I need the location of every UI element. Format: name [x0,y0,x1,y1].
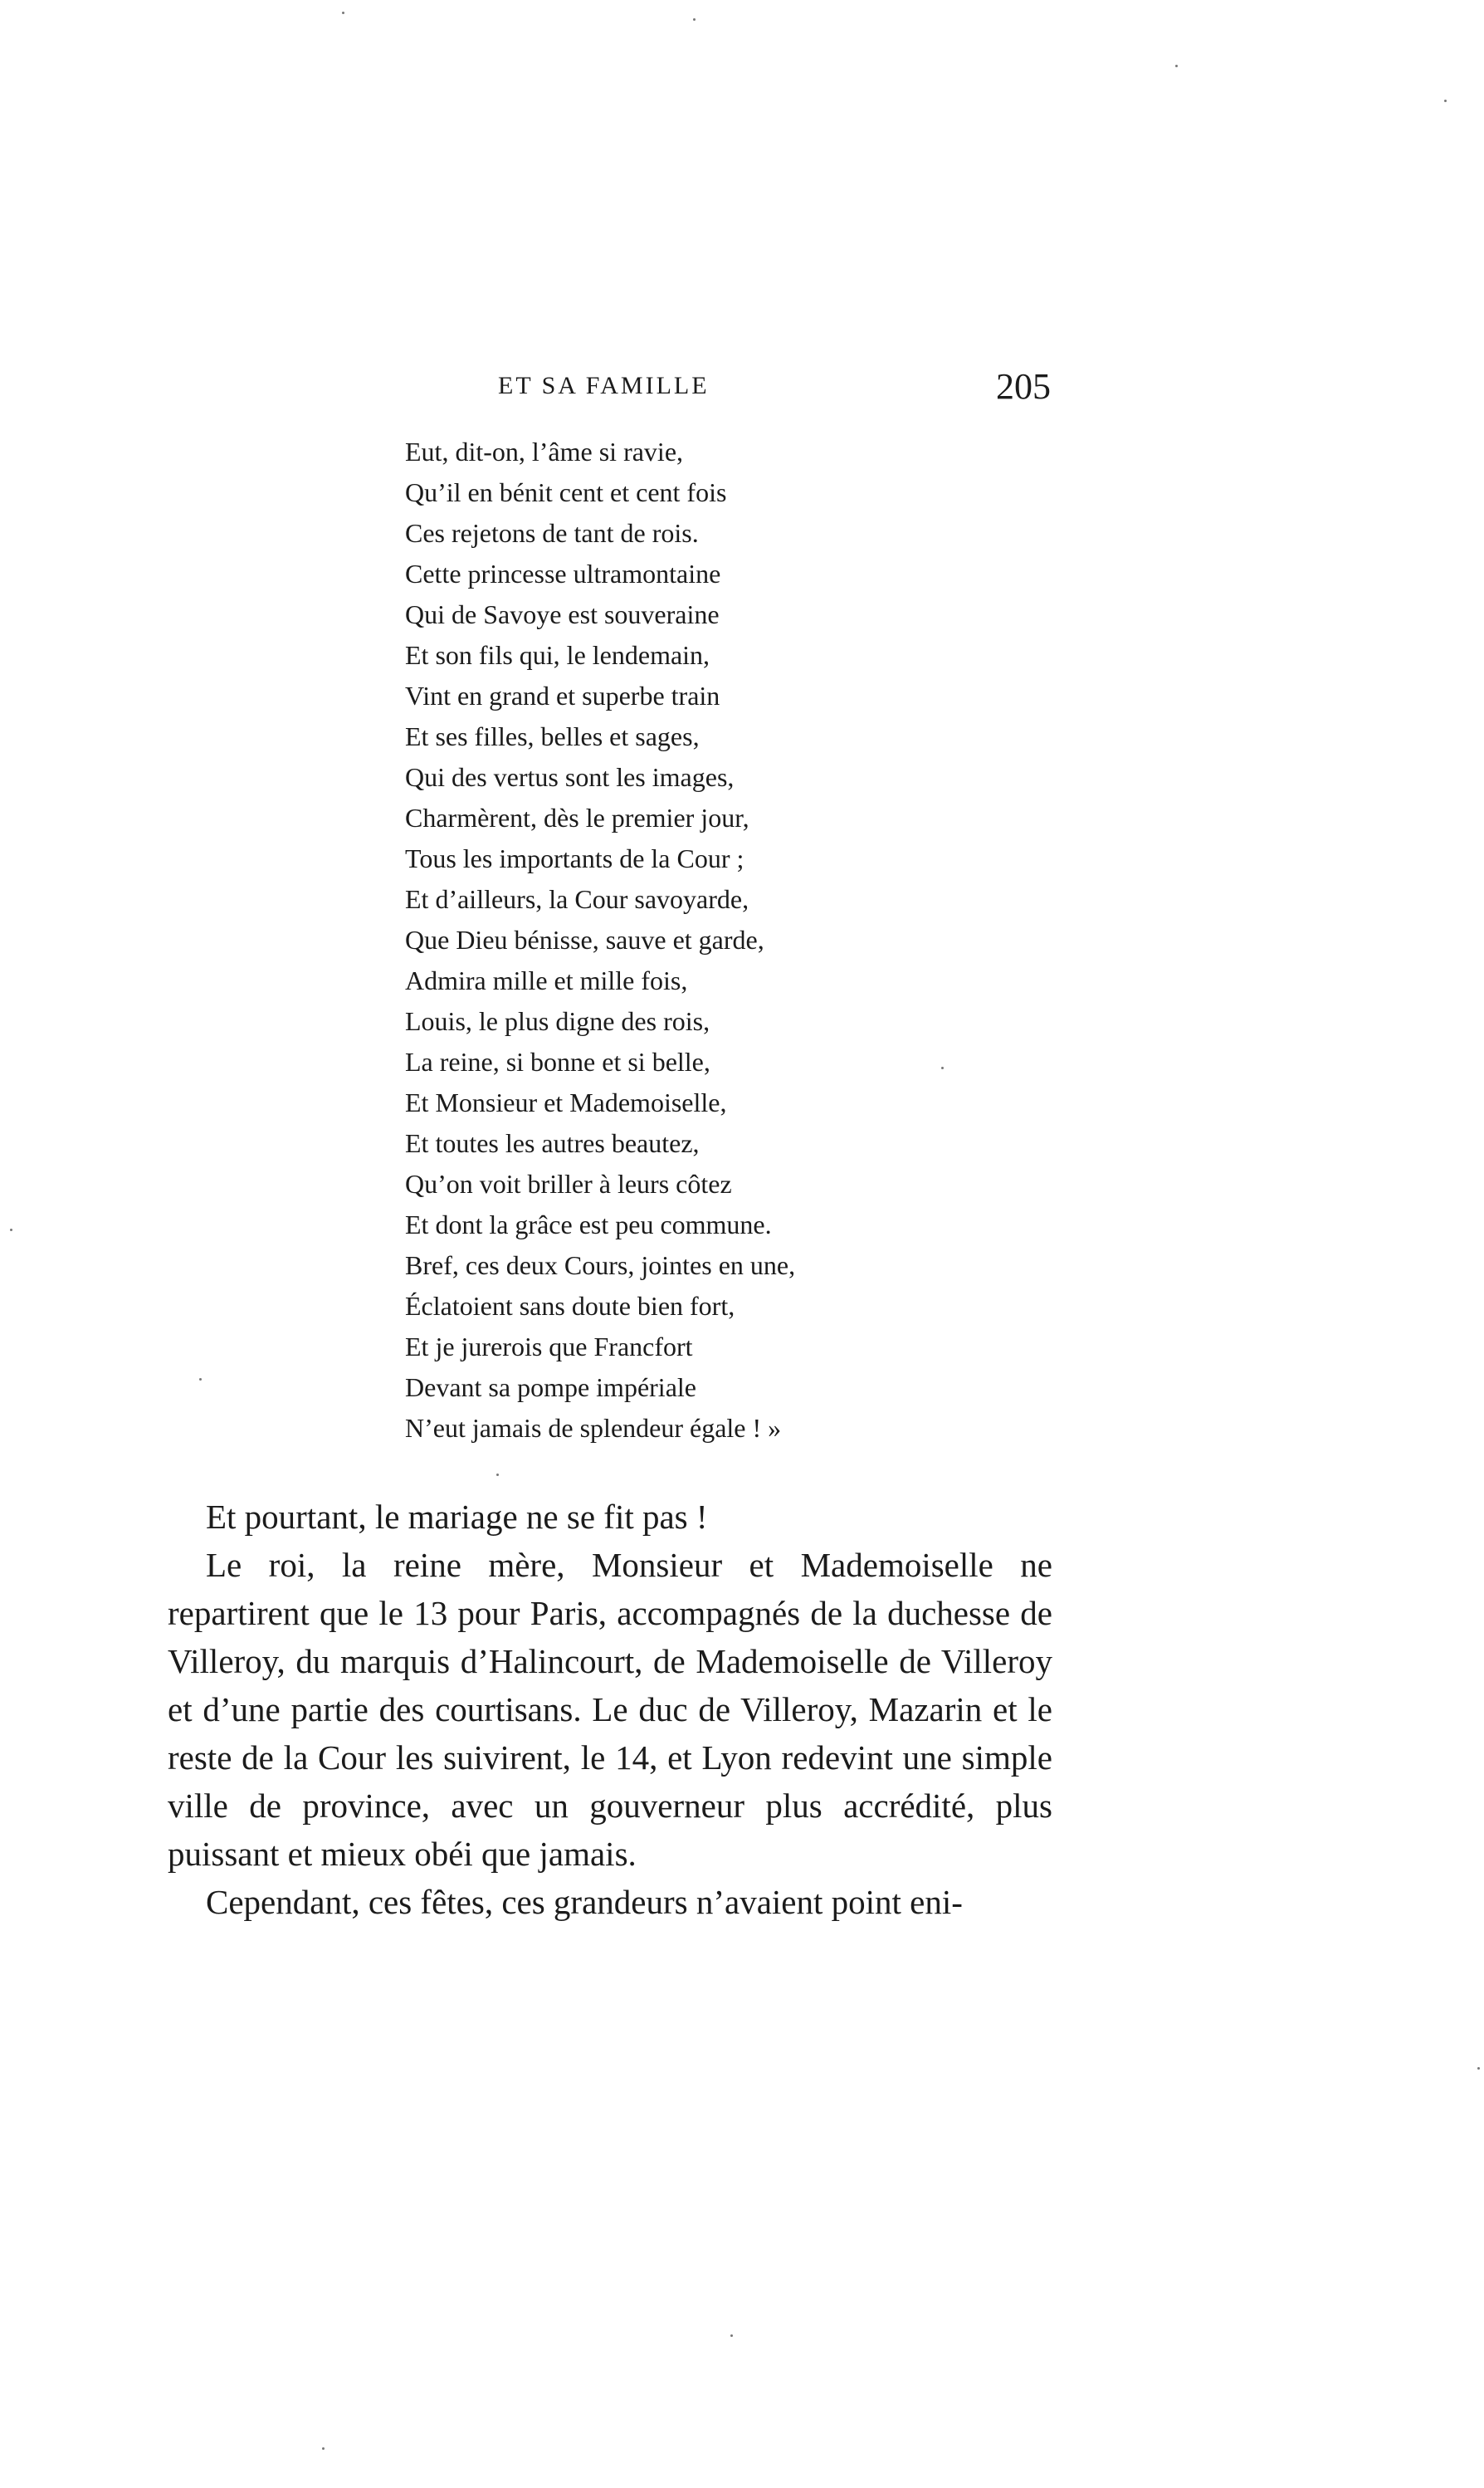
poem-line: Qui des vertus sont les images, [405,762,735,792]
poem-line: Que Dieu bénisse, sauve et garde, [405,925,764,955]
poem-line: Et d’ailleurs, la Cour savoyarde, [405,884,749,914]
scan-speck [496,1474,499,1476]
poem-line: Ces rejetons de tant de rois. [405,518,699,548]
poem-line: Cette princesse ultramontaine [405,559,721,589]
poem-line: Qu’on voit briller à leurs côtez [405,1169,732,1199]
poem-line: Qui de Savoye est souveraine [405,599,720,629]
prose-block [168,1493,1052,1926]
scan-speck [1175,65,1178,67]
poem-line: Tous les importants de la Cour ; [405,843,744,873]
scan-speck [10,1229,12,1231]
poem-block [405,432,795,1449]
scan-speck [322,2447,325,2450]
paragraph: Et pourtant, le mariage ne se fit pas ! [206,1498,708,1536]
scan-speck [693,18,696,21]
poem-line: Et dont la grâce est peu commune. [405,1210,772,1239]
poem-line: Et son fils qui, le lendemain, [405,640,710,670]
poem-line: Et ses filles, belles et sages, [405,721,700,751]
poem-line: Qu’il en bénit cent et cent fois [405,477,727,507]
poem-line: Louis, le plus digne des rois, [405,1006,710,1036]
scan-speck [342,12,344,14]
scan-speck [1477,2067,1480,2070]
poem-line: Bref, ces deux Cours, jointes en une, [405,1250,796,1280]
poem-line: Devant sa pompe impériale [405,1372,696,1402]
scan-speck [941,1067,944,1069]
scan-speck [199,1378,202,1381]
poem-line: Eut, dit-on, l’âme si ravie, [405,437,684,467]
poem-line: Et je jurerois que Francfort [405,1332,693,1361]
poem-line: Vint en grand et superbe train [405,681,720,711]
poem-line: La reine, si bonne et si belle, [405,1047,710,1077]
poem-line: N’eut jamais de splendeur égale ! » [405,1413,782,1443]
scan-speck [1444,100,1447,102]
poem-line: Charmèrent, dès le premier jour, [405,803,749,833]
scan-speck [730,2334,733,2337]
paragraph: Le roi, la reine mère, Monsieur et Mademoiselle ne repartirent que le 13 pour Paris, accompagnés de la duchesse de Villeroy, du marquis d’Halincourt, de Mademoiselle de Villeroy et d’une partie des courtisans. Le duc de Villeroy, Mazarin et le reste de la Cour les suivirent, le 14, et Lyon redevint une simple ville de province, avec un gouverneur plus accrédité, plus puissant et mieux obéi que jamais. [168,1546,1052,1873]
poem-line: Éclatoient sans doute bien fort, [405,1291,735,1321]
poem-line: Admira mille et mille fois, [405,965,688,995]
poem-line: Et toutes les autres beautez, [405,1128,700,1158]
paragraph: Cependant, ces fêtes, ces grandeurs n’avaient point eni- [206,1883,963,1921]
poem-line: Et Monsieur et Mademoiselle, [405,1088,727,1117]
page-number: 205 [996,366,1051,407]
running-title: ET SA FAMILLE [498,372,710,399]
